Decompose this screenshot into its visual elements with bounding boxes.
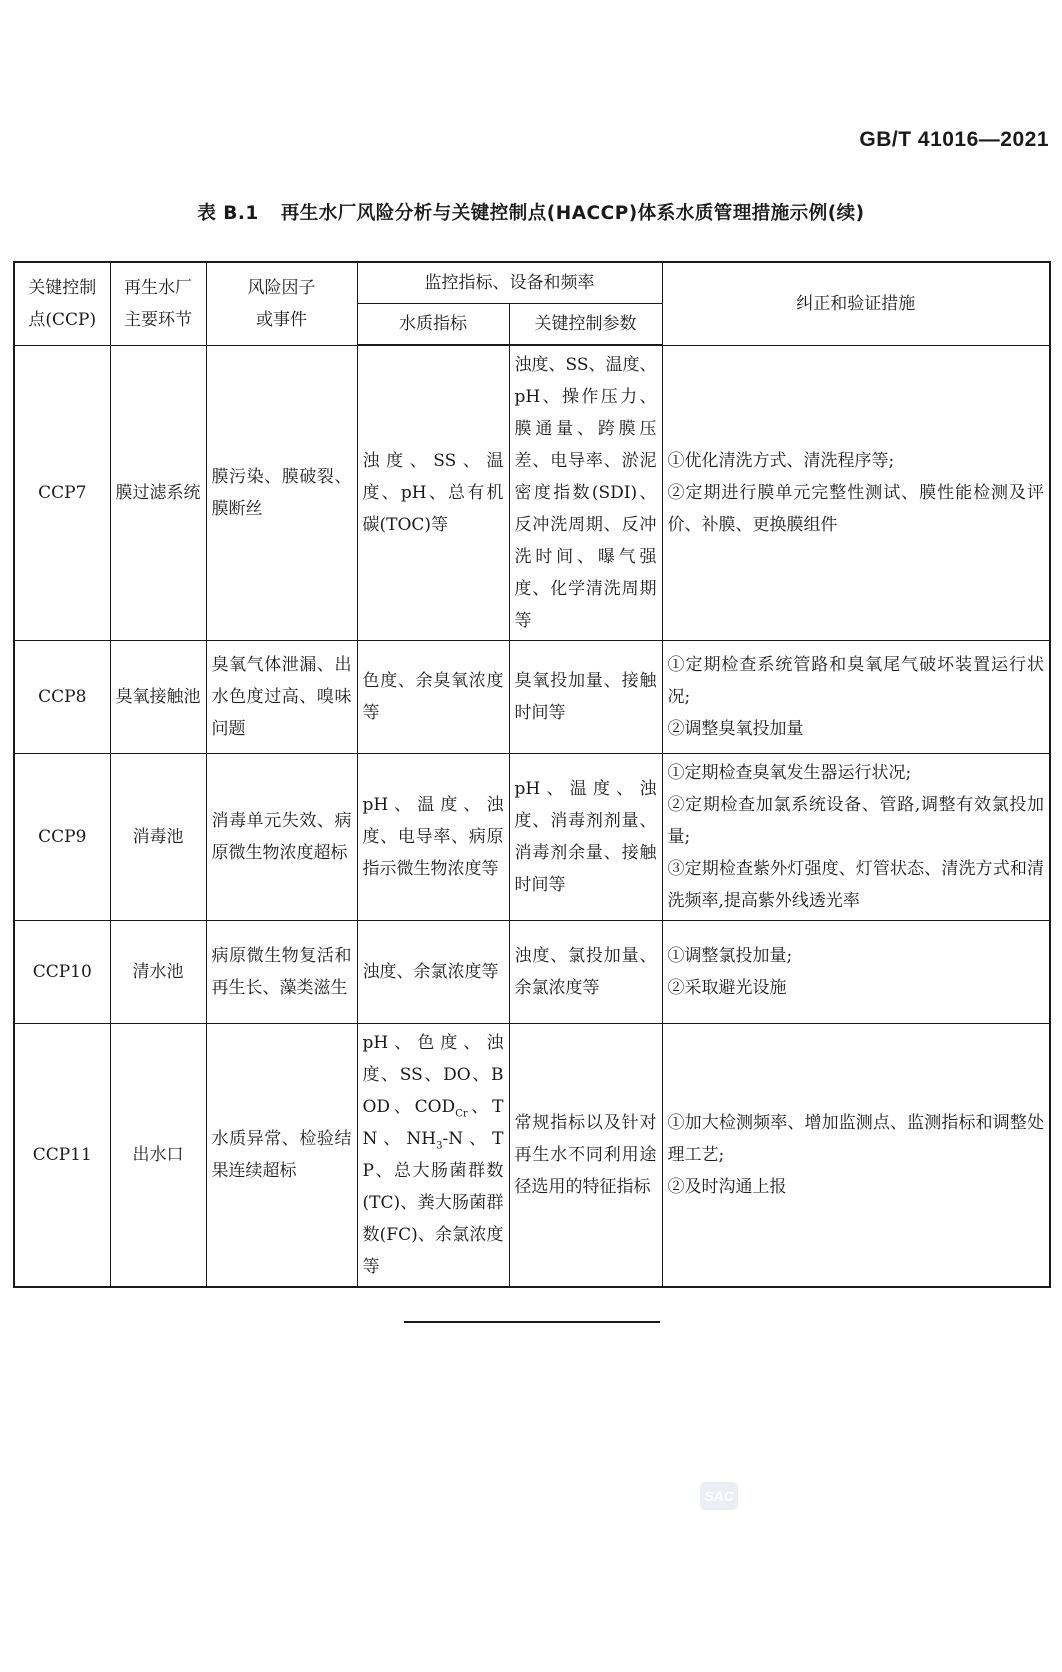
header-water-quality: 水质指标 <box>357 304 509 346</box>
standard-code: GB/T 41016—2021 <box>859 128 1049 151</box>
haccp-table <box>13 261 1051 1288</box>
cell-stage: 消毒池 <box>110 754 206 921</box>
cell-key-params: pH、温度、浊度、消毒剂剂量、消毒剂余量、接触时间等 <box>509 754 662 921</box>
cell-measures: ①定期检查系统管路和臭氧尾气破坏装置运行状况; ②调整臭氧投加量 <box>662 641 1050 754</box>
cell-risk: 水质异常、检验结果连续超标 <box>206 1024 357 1288</box>
cell-measures: ①优化清洗方式、清洗程序等; ②定期进行膜单元完整性测试、膜性能检测及评价、补膜、更换膜组件 <box>662 345 1050 641</box>
cell-water-quality: 浊度、余氯浓度等 <box>357 921 509 1024</box>
cell-water-quality: 浊度、SS、温度、pH、总有机碳(TOC)等 <box>357 345 509 641</box>
header-monitoring: 监控指标、设备和频率 <box>357 262 662 304</box>
table-number: 表 B.1 <box>197 203 259 224</box>
cell-ccp: CCP9 <box>14 754 110 921</box>
cell-water-quality: pH、色度、浊度、SS、DO、BOD、$COD_{Cr}$、TN、$NH_3-N$、TP、总大肠菌群数(TC)、粪大肠菌群数(FC)、余氯浓度等 <box>357 1024 509 1288</box>
cell-ccp: CCP7 <box>14 345 110 641</box>
header-ccp: 关键控制 点(CCP) <box>14 262 110 345</box>
table-caption <box>0 199 1062 225</box>
cell-water-quality: 色度、余臭氧浓度等 <box>357 641 509 754</box>
cell-stage: 膜过滤系统 <box>110 345 206 641</box>
table-row <box>14 921 1050 1024</box>
table-row <box>14 641 1050 754</box>
cell-key-params: 臭氧投加量、接触时间等 <box>509 641 662 754</box>
cell-stage: 清水池 <box>110 921 206 1024</box>
cell-key-params: 浊度、SS、温度、pH、操作压力、膜通量、跨膜压差、电导率、淤泥密度指数(SDI)、反冲洗周期、反冲洗时间、曝气强度、化学清洗周期等 <box>509 345 662 641</box>
cell-key-params: 常规指标以及针对再生水不同利用途径选用的特征指标 <box>509 1024 662 1288</box>
table-row <box>14 1024 1050 1288</box>
cell-ccp: CCP8 <box>14 641 110 754</box>
end-rule <box>404 1321 660 1323</box>
cell-risk: 消毒单元失效、病原微生物浓度超标 <box>206 754 357 921</box>
header-stage: 再生水厂 主要环节 <box>110 262 206 345</box>
table-row <box>14 754 1050 921</box>
header-risk: 风险因子 或事件 <box>206 262 357 345</box>
cell-ccp: CCP10 <box>14 921 110 1024</box>
cell-water-quality: pH、温度、浊度、电导率、病原指示微生物浓度等 <box>357 754 509 921</box>
cell-risk: 膜污染、膜破裂、膜断丝 <box>206 345 357 641</box>
header-key-params: 关键控制参数 <box>509 304 662 346</box>
cell-measures: ①定期检查臭氧发生器运行状况; ②定期检查加氯系统设备、管路,调整有效氯投加量; ③定期检查紫外灯强度、灯管状态、清洗方式和清洗频率,提高紫外线透光率 <box>662 754 1050 921</box>
header-corrective: 纠正和验证措施 <box>662 262 1050 345</box>
cell-key-params: 浊度、氯投加量、余氯浓度等 <box>509 921 662 1024</box>
cell-stage: 出水口 <box>110 1024 206 1288</box>
cell-measures: ①加大检测频率、增加监测点、监测指标和调整处理工艺; ②及时沟通上报 <box>662 1024 1050 1288</box>
cell-measures: ①调整氯投加量; ②采取避光设施 <box>662 921 1050 1024</box>
cell-risk: 病原微生物复活和再生长、藻类滋生 <box>206 921 357 1024</box>
table-row <box>14 345 1050 641</box>
cell-stage: 臭氧接触池 <box>110 641 206 754</box>
cell-risk: 臭氧气体泄漏、出水色度过高、嗅味问题 <box>206 641 357 754</box>
cell-ccp: CCP11 <box>14 1024 110 1288</box>
sac-watermark-logo: SAC <box>700 1482 738 1510</box>
table-title: 再生水厂风险分析与关键控制点(HACCP)体系水质管理措施示例(续) <box>280 203 865 224</box>
